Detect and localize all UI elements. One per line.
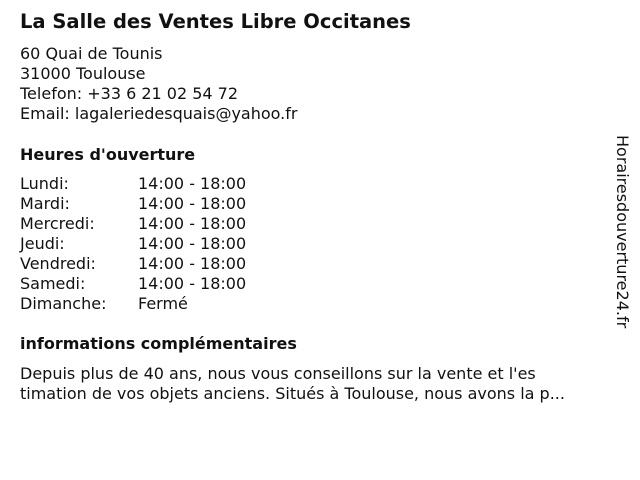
info-line: timation de vos objets anciens. Situés à Toulouse, nous avons la p... xyxy=(20,384,565,403)
additional-info-text xyxy=(20,364,620,404)
hours-day: Samedi: xyxy=(20,274,86,293)
hours-row-tuesday xyxy=(20,194,246,214)
hours-row-thursday xyxy=(20,234,246,254)
city-postal: 31000 Toulouse xyxy=(20,64,146,83)
info-line: Depuis plus de 40 ans, nous vous conseillons sur la vente et l'es xyxy=(20,364,536,383)
hours-row-friday xyxy=(20,254,246,274)
hours-row-wednesday xyxy=(20,214,246,234)
email-address: Email: lagaleriedesquais@yahoo.fr xyxy=(20,104,298,123)
street-address: 60 Quai de Tounis xyxy=(20,44,163,63)
hours-day: Vendredi: xyxy=(20,254,96,273)
opening-hours-heading: Heures d'ouverture xyxy=(20,145,196,164)
business-name: La Salle des Ventes Libre Occitanes xyxy=(20,10,411,33)
phone-number: Telefon: +33 6 21 02 54 72 xyxy=(20,84,239,103)
hours-time: 14:00 - 18:00 xyxy=(138,174,247,193)
hours-day: Mercredi: xyxy=(20,214,95,233)
hours-row-monday xyxy=(20,174,246,194)
hours-row-sunday xyxy=(20,294,246,314)
hours-time: 14:00 - 18:00 xyxy=(138,254,247,273)
hours-time: 14:00 - 18:00 xyxy=(138,214,247,233)
hours-time: 14:00 - 18:00 xyxy=(138,194,247,213)
opening-hours-table xyxy=(20,174,246,314)
additional-info-heading: informations complémentaires xyxy=(20,334,297,353)
hours-time: 14:00 - 18:00 xyxy=(138,234,247,253)
hours-day: Mardi: xyxy=(20,194,70,213)
hours-day: Jeudi: xyxy=(20,234,65,253)
business-address xyxy=(20,44,297,124)
hours-time: Fermé xyxy=(138,294,188,313)
site-brand-vertical: Horairesdouverture24.fr xyxy=(613,135,632,329)
hours-day: Lundi: xyxy=(20,174,69,193)
hours-time: 14:00 - 18:00 xyxy=(138,274,247,293)
hours-row-saturday xyxy=(20,274,246,294)
hours-day: Dimanche: xyxy=(20,294,107,313)
